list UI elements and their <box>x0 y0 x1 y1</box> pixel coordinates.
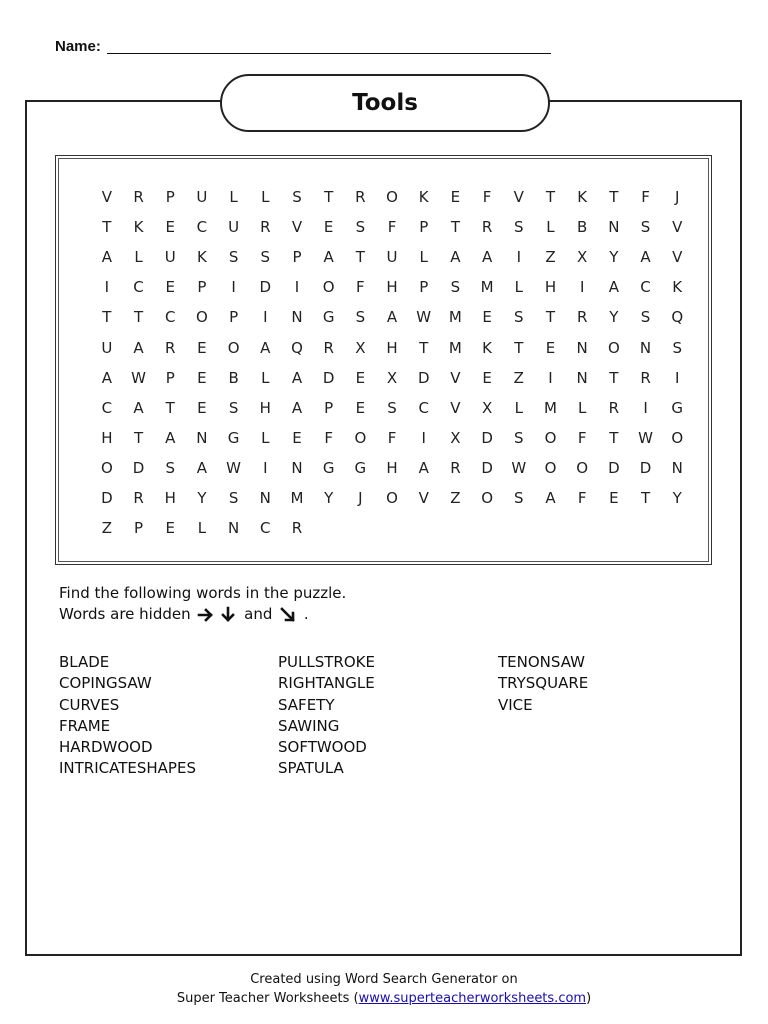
grid-letter: S <box>514 218 524 237</box>
grid-letter: T <box>324 188 334 207</box>
grid-letter: T <box>514 338 524 357</box>
grid-letter: A <box>450 248 461 267</box>
grid-letter: A <box>323 248 334 267</box>
grid-letter: L <box>197 519 207 538</box>
grid-letter: I <box>263 308 268 327</box>
grid-letter: O <box>544 428 557 447</box>
grid-letter: C <box>133 278 144 297</box>
grid-letter: L <box>134 248 143 267</box>
grid-letter: N <box>196 428 208 447</box>
grid-letter: N <box>227 519 240 538</box>
word-list-item: PULLSTROKE <box>278 653 375 671</box>
grid-letter: S <box>228 248 239 267</box>
grid-letter: O <box>322 278 335 297</box>
grid-letter: A <box>133 398 144 417</box>
grid-letter: V <box>450 398 461 417</box>
grid-letter: I <box>516 248 521 267</box>
grid-letter: S <box>514 308 524 327</box>
grid-letter: R <box>291 519 303 538</box>
grid-letter: O <box>481 488 493 507</box>
word-list-item: TENONSAW <box>498 653 585 671</box>
grid-letter: Q <box>291 338 303 357</box>
grid-letter: E <box>165 519 175 538</box>
grid-letter: R <box>640 368 651 387</box>
grid-letter: W <box>638 428 653 447</box>
grid-letter: Y <box>672 488 682 507</box>
grid-letter: F <box>356 278 365 297</box>
word-list-column-2 <box>278 652 375 780</box>
grid-letter: K <box>133 218 144 237</box>
grid-letter: E <box>197 368 207 387</box>
grid-letter: E <box>197 398 207 417</box>
grid-letter: A <box>608 278 619 297</box>
grid-letter: P <box>419 278 429 297</box>
instructions-line-1: Find the following words in the puzzle. <box>59 584 347 602</box>
grid-letter: R <box>133 488 144 507</box>
grid-letter: S <box>292 188 302 207</box>
word-list-item: BLADE <box>59 653 110 671</box>
grid-letter: V <box>450 368 461 387</box>
grid-letter: O <box>386 188 398 207</box>
grid-letter: E <box>482 368 492 387</box>
grid-letter: T <box>450 218 460 237</box>
grid-letter: O <box>671 428 684 447</box>
footer-prefix: Super Teacher Worksheets ( <box>176 991 359 1006</box>
grid-letter: I <box>579 278 585 297</box>
grid-letter: O <box>386 488 398 507</box>
instructions-end: . <box>299 605 309 623</box>
grid-letter: V <box>101 188 112 207</box>
grid-letter: C <box>640 278 651 297</box>
grid-letter: T <box>640 488 651 507</box>
grid-letter: O <box>100 458 113 477</box>
grid-letter: I <box>643 398 648 417</box>
grid-letter: F <box>324 428 333 447</box>
grid-letter: U <box>386 248 398 267</box>
word-list-item: VICE <box>498 695 533 714</box>
grid-letter: S <box>260 248 271 267</box>
grid-letter: F <box>387 428 397 447</box>
grid-letter: L <box>546 218 555 237</box>
footer <box>0 970 768 1008</box>
grid-letter: D <box>417 368 430 387</box>
grid-letter: A <box>640 248 651 267</box>
grid-letter: M <box>448 308 462 327</box>
grid-letter: A <box>291 368 303 387</box>
grid-letter: I <box>675 368 680 387</box>
grid-letter: T <box>355 248 365 267</box>
grid-letter: I <box>421 428 426 447</box>
grid-letter: L <box>261 368 270 387</box>
grid-letter: E <box>165 218 175 237</box>
grid-letter: T <box>545 308 556 327</box>
grid-letter: E <box>545 338 556 357</box>
grid-letter: N <box>639 338 652 357</box>
grid-letter: X <box>450 428 461 447</box>
grid-letter: Y <box>609 248 619 267</box>
grid-letter: R <box>481 218 493 237</box>
word-list-column-1 <box>59 652 196 780</box>
grid-letter: C <box>196 218 208 237</box>
grid-letter: W <box>226 458 242 477</box>
footer-link[interactable]: www.superteacherworksheets.com <box>358 991 587 1006</box>
grid-letter: R <box>355 188 366 207</box>
grid-letter: E <box>609 488 619 507</box>
grid-letter: T <box>133 428 144 447</box>
instructions-and: and <box>239 605 278 623</box>
instructions-prefix: Words are hidden <box>59 605 196 623</box>
grid-letter: V <box>672 218 683 237</box>
arrow-down-right-icon <box>277 606 299 624</box>
grid-letter: G <box>227 428 240 447</box>
grid-letter: U <box>228 218 240 237</box>
name-row <box>55 38 551 56</box>
grid-letter: K <box>482 338 493 357</box>
grid-letter: L <box>261 428 270 447</box>
grid-letter: S <box>640 218 651 237</box>
grid-letter: S <box>514 488 524 507</box>
grid-letter: B <box>228 368 239 387</box>
grid-letter: T <box>609 188 619 207</box>
grid-letter: V <box>672 248 683 267</box>
grid-letter: A <box>196 458 208 477</box>
grid-letter: Y <box>609 308 619 327</box>
grid-letter: I <box>231 278 236 297</box>
grid-letter: L <box>514 278 523 297</box>
grid-letter: L <box>419 248 428 267</box>
grid-letter: U <box>196 188 208 207</box>
grid-letter: I <box>104 278 110 297</box>
grid-letter: U <box>101 338 113 357</box>
word-list-item: SAWING <box>278 716 340 735</box>
grid-letter: O <box>607 338 620 357</box>
grid-letter: D <box>101 488 113 507</box>
grid-letter: D <box>259 278 272 297</box>
grid-letter: L <box>229 188 238 207</box>
grid-letter: E <box>323 218 334 237</box>
grid-letter: T <box>419 338 429 357</box>
grid-letter: R <box>608 398 620 417</box>
grid-letter: D <box>639 458 652 477</box>
instructions <box>59 583 346 625</box>
grid-letter: H <box>259 398 271 417</box>
grid-letter: P <box>134 519 144 538</box>
grid-letter: H <box>101 428 113 447</box>
word-list-item: SOFTWOOD <box>278 738 367 757</box>
grid-letter: T <box>102 218 112 237</box>
word-list-item: HARDWOOD <box>59 738 153 757</box>
grid-letter: S <box>228 398 239 417</box>
grid-letter: P <box>197 278 207 297</box>
grid-letter: H <box>386 458 398 477</box>
grid-letter: O <box>544 458 557 477</box>
grid-letter: N <box>291 458 303 477</box>
puzzle-grid <box>91 182 693 543</box>
grid-letter: E <box>355 398 366 417</box>
grid-letter: C <box>418 398 429 417</box>
grid-letter: T <box>609 428 619 447</box>
grid-letter: K <box>418 188 429 207</box>
grid-letter: W <box>131 368 146 387</box>
grid-letter: N <box>671 458 683 477</box>
grid-letter: X <box>577 248 588 267</box>
word-list-item: FRAME <box>59 716 111 735</box>
grid-letter: S <box>387 398 397 417</box>
grid-letter: K <box>672 278 683 297</box>
grid-letter: N <box>576 368 588 387</box>
grid-letter: P <box>229 308 239 327</box>
grid-letter: Y <box>197 488 207 507</box>
name-line[interactable] <box>107 52 551 54</box>
grid-letter: P <box>324 398 334 417</box>
grid-letter: I <box>263 458 268 477</box>
grid-letter: W <box>511 458 527 477</box>
grid-letter: T <box>102 308 112 327</box>
grid-letter: R <box>165 338 176 357</box>
grid-letter: P <box>419 218 429 237</box>
grid-letter: F <box>482 188 492 207</box>
grid-letter: Z <box>545 248 556 267</box>
grid-letter: S <box>355 218 366 237</box>
grid-letter: A <box>133 338 144 357</box>
grid-letter: F <box>641 188 650 207</box>
grid-letter: O <box>354 428 367 447</box>
grid-letter: M <box>480 278 494 297</box>
word-list-column-3 <box>498 652 588 716</box>
grid-letter: D <box>322 368 335 387</box>
grid-letter: F <box>577 428 587 447</box>
grid-letter: S <box>165 458 175 477</box>
arrow-right-icon <box>195 606 217 624</box>
grid-letter: D <box>481 428 493 447</box>
grid-letter: O <box>227 338 240 357</box>
grid-letter: R <box>450 458 461 477</box>
grid-letter: E <box>450 188 461 207</box>
grid-letter: E <box>482 308 492 327</box>
grid-letter: N <box>576 338 588 357</box>
grid-letter: J <box>675 188 680 207</box>
grid-letter: Z <box>513 368 524 387</box>
grid-letter: Z <box>101 519 112 538</box>
grid-letter: P <box>165 368 175 387</box>
grid-letter: H <box>386 278 398 297</box>
grid-letter: S <box>514 428 524 447</box>
word-list-item: INTRICATESHAPES <box>59 759 196 778</box>
grid-letter: H <box>164 488 176 507</box>
grid-letter: T <box>545 188 556 207</box>
word-list-item: SPATULA <box>278 759 344 778</box>
grid-letter: A <box>481 248 493 267</box>
arrow-down-icon <box>217 606 239 624</box>
grid-letter: G <box>671 398 684 417</box>
grid-letter: S <box>450 278 461 297</box>
name-label: Name: <box>55 38 101 55</box>
grid-letter: K <box>196 248 207 267</box>
grid-letter: M <box>543 398 557 417</box>
grid-letter: D <box>132 458 145 477</box>
word-list-item: CURVES <box>59 695 120 714</box>
grid-letter: P <box>165 188 175 207</box>
grid-letter: X <box>386 368 398 387</box>
grid-letter: A <box>101 368 112 387</box>
grid-letter: L <box>261 188 270 207</box>
grid-letter: N <box>259 488 271 507</box>
grid-letter: R <box>260 218 271 237</box>
grid-letter: G <box>322 308 335 327</box>
grid-letter: B <box>577 218 588 237</box>
grid-letter: D <box>481 458 493 477</box>
grid-letter: M <box>448 338 462 357</box>
grid-letter: S <box>672 338 682 357</box>
grid-letter: Z <box>450 488 461 507</box>
grid-letter: S <box>640 308 651 327</box>
grid-letter: W <box>416 308 432 327</box>
grid-letter: A <box>418 458 429 477</box>
grid-letter: H <box>386 338 398 357</box>
grid-letter: S <box>228 488 239 507</box>
grid-letter: R <box>133 188 144 207</box>
grid-letter: I <box>548 368 553 387</box>
grid-letter: T <box>609 368 619 387</box>
grid-letter: D <box>608 458 620 477</box>
grid-letter: C <box>260 519 271 538</box>
page-title: Tools <box>352 90 418 116</box>
grid-letter: C <box>164 308 176 327</box>
grid-letter: E <box>355 368 366 387</box>
word-list-item: TRYSQUARE <box>498 674 589 693</box>
grid-letter: J <box>358 488 363 507</box>
grid-letter: U <box>164 248 176 267</box>
grid-letter: C <box>101 398 113 417</box>
grid-letter: O <box>576 458 589 477</box>
grid-letter: G <box>354 458 367 477</box>
grid-letter: S <box>355 308 366 327</box>
grid-letter: V <box>418 488 429 507</box>
grid-letter: V <box>291 218 303 237</box>
grid-letter: N <box>608 218 620 237</box>
grid-letter: T <box>133 308 144 327</box>
footer-suffix: ) <box>586 991 592 1006</box>
grid-letter: E <box>197 338 207 357</box>
grid-letter: V <box>513 188 524 207</box>
title-banner <box>220 74 550 132</box>
grid-letter: X <box>355 338 366 357</box>
grid-letter: R <box>323 338 334 357</box>
instructions-line-2 <box>59 604 346 625</box>
word-list-item: RIGHTANGLE <box>278 674 375 693</box>
grid-letter: E <box>292 428 302 447</box>
grid-letter: A <box>545 488 556 507</box>
grid-letter: E <box>165 278 175 297</box>
grid-letter: P <box>292 248 302 267</box>
word-list-item: COPINGSAW <box>59 674 152 693</box>
grid-letter: L <box>577 398 587 417</box>
grid-letter: A <box>260 338 271 357</box>
grid-letter: M <box>290 488 304 507</box>
grid-letter: H <box>544 278 557 297</box>
grid-letter: O <box>196 308 208 327</box>
grid-letter: A <box>101 248 112 267</box>
grid-letter: A <box>386 308 398 327</box>
grid-letter: R <box>576 308 588 327</box>
word-list-item: SAFETY <box>278 695 335 714</box>
grid-letter: F <box>387 218 397 237</box>
grid-letter: X <box>481 398 493 417</box>
grid-letter: Y <box>324 488 334 507</box>
grid-letter: I <box>294 278 300 297</box>
grid-letter: T <box>165 398 175 417</box>
grid-letter: Q <box>671 308 684 327</box>
footer-line-1: Created using Word Search Generator on <box>250 972 518 987</box>
grid-letter: L <box>514 398 523 417</box>
grid-letter: K <box>577 188 588 207</box>
grid-letter: N <box>291 308 303 327</box>
footer-line-2 <box>0 989 768 1008</box>
grid-letter: A <box>291 398 303 417</box>
grid-letter: F <box>577 488 587 507</box>
grid-letter: G <box>322 458 335 477</box>
grid-letter: A <box>165 428 176 447</box>
